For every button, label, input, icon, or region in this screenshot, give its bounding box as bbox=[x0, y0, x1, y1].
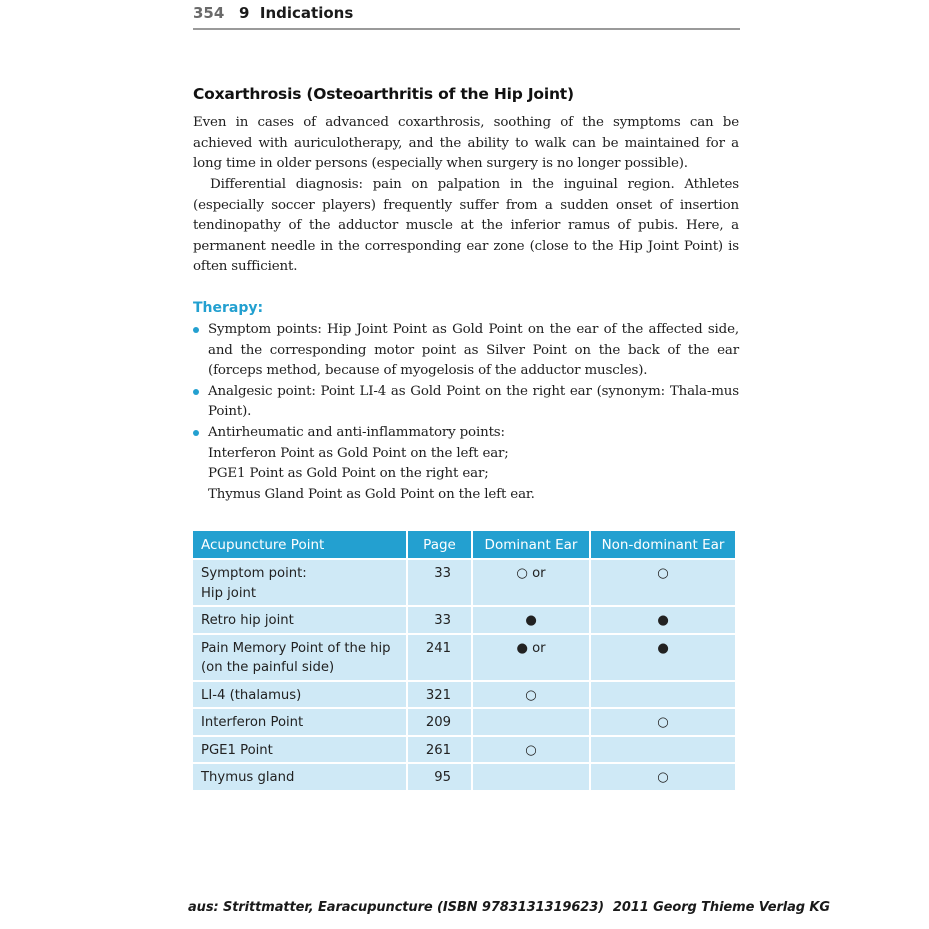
dominant-ear-cell: ● bbox=[473, 607, 589, 633]
column-header: Non-dominant Ear bbox=[591, 531, 735, 558]
nondominant-ear-cell: ○ bbox=[591, 709, 735, 735]
point-cell bbox=[193, 682, 406, 708]
point-cell bbox=[193, 560, 406, 605]
table-row bbox=[193, 682, 735, 708]
table-row bbox=[193, 560, 735, 605]
therapy-sub-line: Thymus Gland Point as Gold Point on the left ear. bbox=[208, 486, 535, 502]
acupuncture-table bbox=[191, 529, 737, 792]
dominant-ear-cell bbox=[473, 764, 589, 790]
column-header: Dominant Ear bbox=[473, 531, 589, 558]
nondominant-ear-cell bbox=[591, 737, 735, 763]
point-name-line: Hip joint bbox=[201, 585, 257, 601]
nondominant-ear-cell: ● bbox=[591, 607, 735, 633]
dominant-ear-cell: ○ bbox=[473, 682, 589, 708]
page-cell: 33 bbox=[408, 607, 471, 633]
bullet-icon bbox=[193, 430, 199, 436]
bullet-icon bbox=[193, 327, 199, 333]
therapy-item-text: Symptom points: Hip Joint Point as Gold Point on the ear of the affected side, and the corresponding motor point as Silver Point on the back of the ear (forceps method, because of myogelosis of the adductor muscles). bbox=[208, 322, 739, 379]
nondominant-ear-cell: ● bbox=[591, 635, 735, 680]
point-cell bbox=[193, 635, 406, 680]
column-header: Acupuncture Point bbox=[193, 531, 406, 558]
point-name-line: Symptom point: bbox=[201, 566, 307, 581]
point-name-line: Retro hip joint bbox=[201, 613, 294, 628]
paragraph-intro: Even in cases of advanced coxarthrosis, soothing of the symptoms can be achieved with auriculotherapy, and the ability to walk can be maintained for a long time in older persons (especially when surgery is no longer possible). bbox=[193, 115, 739, 172]
therapy-item-antirheumatic-points bbox=[193, 423, 739, 505]
point-name-line: LI-4 (thalamus) bbox=[201, 687, 302, 703]
page-number: 354 bbox=[193, 4, 225, 22]
point-cell bbox=[193, 607, 406, 633]
point-name-line: PGE1 Point bbox=[201, 742, 273, 758]
column-header: Page bbox=[408, 531, 471, 558]
dominant-ear-cell bbox=[473, 709, 589, 735]
running-header bbox=[193, 2, 740, 30]
therapy-sub-line: PGE1 Point as Gold Point on the right ear; bbox=[208, 466, 489, 482]
point-cell bbox=[193, 737, 406, 763]
therapy-item-analgesic-point bbox=[193, 382, 739, 423]
therapy-item-text: Antirheumatic and anti-inflammatory points: bbox=[208, 424, 505, 440]
table-row bbox=[193, 764, 735, 790]
table-row bbox=[193, 709, 735, 735]
page-cell: 95 bbox=[408, 764, 471, 790]
source-footer: aus: Strittmatter, Earacupuncture (ISBN 9783131319623) 2011 Georg Thieme Verlag KG bbox=[188, 900, 830, 915]
therapy-sub-line: Interferon Point as Gold Point on the left ear; bbox=[208, 445, 509, 461]
page-cell: 209 bbox=[408, 709, 471, 735]
dominant-ear-cell: ○ bbox=[473, 737, 589, 763]
therapy-list bbox=[193, 320, 739, 505]
point-name-line: Thymus gland bbox=[201, 770, 295, 785]
therapy-heading: Therapy: bbox=[193, 300, 264, 316]
nondominant-ear-cell: ○ bbox=[591, 560, 735, 605]
nondominant-ear-cell: ○ bbox=[591, 764, 735, 790]
point-cell bbox=[193, 709, 406, 735]
page-cell: 241 bbox=[408, 635, 471, 680]
bullet-icon bbox=[193, 389, 199, 395]
paragraph-differential-diagnosis: Differential diagnosis: pain on palpation in the inguinal region. Athletes (especially soccer players) frequently suffer from a sudden onset of insertion tendinopathy of the adductor muscle at the inferior ramus of pubis. Here, a permanent needle in the corresponding ear zone (close to the Hip Joint Point) is often sufficient. bbox=[193, 177, 739, 275]
section-title: Coxarthrosis (Osteoarthritis of the Hip Joint) bbox=[193, 85, 574, 103]
chapter-title: 9 Indications bbox=[239, 4, 354, 22]
table-row bbox=[193, 607, 735, 633]
dominant-ear-cell: ○ or bbox=[473, 560, 589, 605]
table-row bbox=[193, 737, 735, 763]
page-cell: 33 bbox=[408, 560, 471, 605]
point-name-line: Interferon Point bbox=[201, 715, 304, 730]
point-cell bbox=[193, 764, 406, 790]
point-name-line: Pain Memory Point of the hip bbox=[201, 640, 391, 656]
nondominant-ear-cell bbox=[591, 682, 735, 708]
page-cell: 261 bbox=[408, 737, 471, 763]
table-header-row bbox=[193, 531, 735, 558]
table-row bbox=[193, 635, 735, 680]
dominant-ear-cell: ● or bbox=[473, 635, 589, 680]
therapy-item-text: Analgesic point: Point LI-4 as Gold Point on the right ear (synonym: Thala-mus Point). bbox=[208, 383, 739, 420]
point-name-line: (on the painful side) bbox=[201, 660, 335, 675]
page-cell: 321 bbox=[408, 682, 471, 708]
therapy-item-symptom-points bbox=[193, 320, 739, 382]
